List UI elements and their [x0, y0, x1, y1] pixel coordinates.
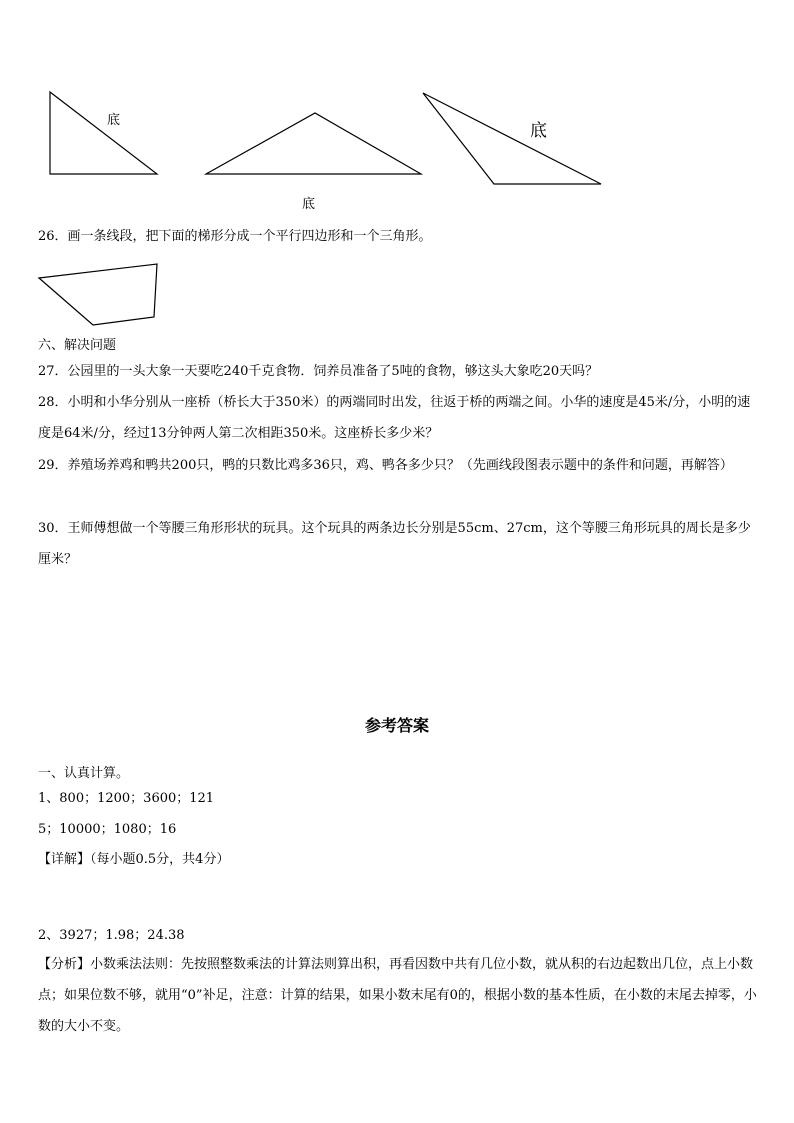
question-30: 30．王师傅想做一个等腰三角形形状的玩具。这个玩具的两条边长分别是55cm、27cm，这个等腰三角形玩具的周长是多少厘米？: [38, 521, 751, 567]
answers-section-1: 一、认真计算。: [38, 766, 130, 781]
question-27: 27．公园里的一头大象一天要吃240千克食物．饲养员准备了5吨的食物，够这头大象吃20天吗？: [38, 364, 599, 379]
answer-1-line-1: 1、800；1200；3600；121: [38, 791, 215, 806]
answer-1-detail: 【详解】（每小题0.5分，共4分）: [38, 852, 230, 867]
question-29: 29．养殖场养鸡和鸭共200只，鸭的只数比鸡多36只，鸡、鸭各多少只？（先画线段图表示题中的条件和问题，再解答）: [38, 458, 733, 473]
answers-title: 参考答案: [364, 716, 429, 735]
triangle-1-base-label: 底: [107, 113, 121, 128]
answer-1-line-2: 5；10000；1080；16: [38, 822, 177, 837]
trapezoid-figure: [0, 0, 1, 1]
question-26: 26．画一条线段，把下面的梯形分成一个平行四边形和一个三角形。: [38, 229, 432, 244]
answer-2-analysis: 【分析】小数乘法法则：先按照整数乘法的计算法则算出积，再看因数中共有几位小数，就从积的右边起数出几位，点上小数点；如果位数不够，就用“0”补足，注意：计算的结果，如果小数末尾有0的，根据小数的基本性质，在小数的末尾去掉零，小数的大小不变。: [38, 957, 757, 1034]
answer-2-line-1: 2、3927；1.98；24.38: [38, 928, 185, 943]
question-28: 28．小明和小华分别从一座桥（桥长大于350米）的两端同时出发，往返于桥的两端之间。小华的速度是45米/分，小明的速度是64米/分，经过13分钟两人第二次相距350米。这座桥长多少米？: [38, 395, 751, 441]
section-6-heading: 六、解决问题: [38, 338, 117, 353]
triangle-2-base-label: 底: [302, 197, 316, 212]
triangle-3-base-label: 底: [530, 121, 547, 141]
